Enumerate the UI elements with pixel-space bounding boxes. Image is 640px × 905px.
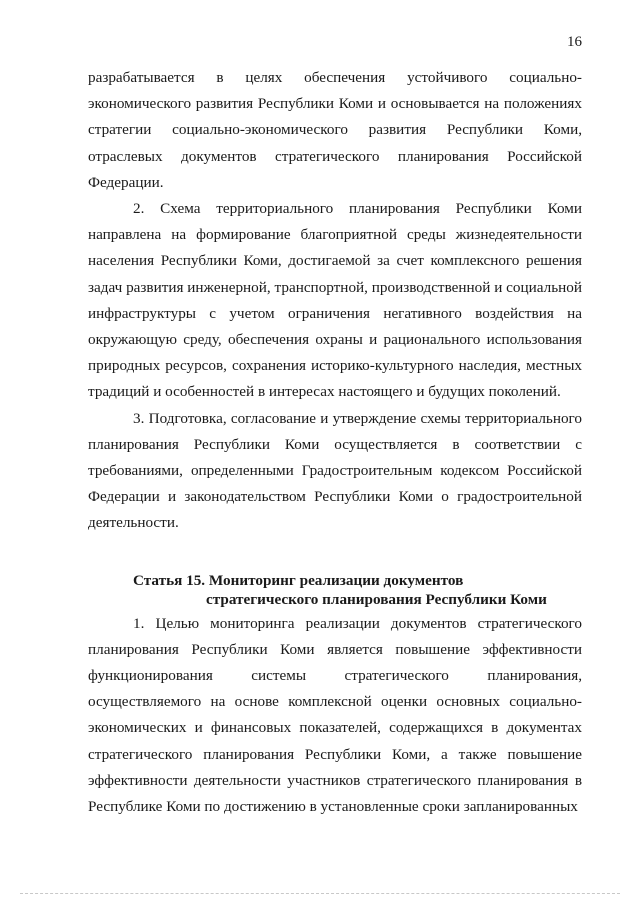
paragraph-2: 2. Схема территориального планирования Республики Коми направлена на формирование благоприятной среды жизнедеятельности населения Республики Коми, достигаемой за счет комплексного решения задач развития инженерной, транспортной, производственной и социальной инфраструктуры с учетом ограничения негативного воздействия на окружающую среду, обеспечения охраны и рационального использования природных ресурсов, сохранения историко-культурного наследия, местных традиций и особенностей в интересах настоящего и будущих поколений.: [88, 200, 582, 401]
paragraph-3: 3. Подготовка, согласование и утверждение схемы территориального планирования Республики Коми осуществляется в соответствии с требованиями, определенными Градостроительным кодексом Российской Федерации и законодательством Республики Коми о градостроительной деятельности.: [88, 409, 582, 532]
article-heading-line1: Статья 15. Мониторинг реализации документов: [133, 571, 464, 589]
document-body: [88, 65, 582, 820]
page-number: 16: [567, 34, 582, 50]
article-heading-line2: стратегического планирования Республики Коми: [206, 590, 547, 608]
intro-paragraph: разрабатывается в целях обеспечения устойчивого социально-экономического развития Республики Коми и основывается на положениях стратегии социально-экономического развития Республики Коми, отраслевых документов стратегического планирования Российской Федерации.: [88, 69, 582, 191]
article-paragraph-1: 1. Целью мониторинга реализации документов стратегического планирования Республики Коми является повышение эффективности функционирования системы стратегического планирования, осуществляемого на основе комплексной оценки основных социально-экономических и финансовых показателей, содержащихся в документах стратегического планирования Республики Коми, а также повышение эффективности деятельности участников стратегического планирования в Республике Коми по достижению в установленные сроки запланированных: [88, 614, 582, 816]
scan-artifact-line: [20, 893, 620, 894]
article-heading: [88, 571, 582, 609]
